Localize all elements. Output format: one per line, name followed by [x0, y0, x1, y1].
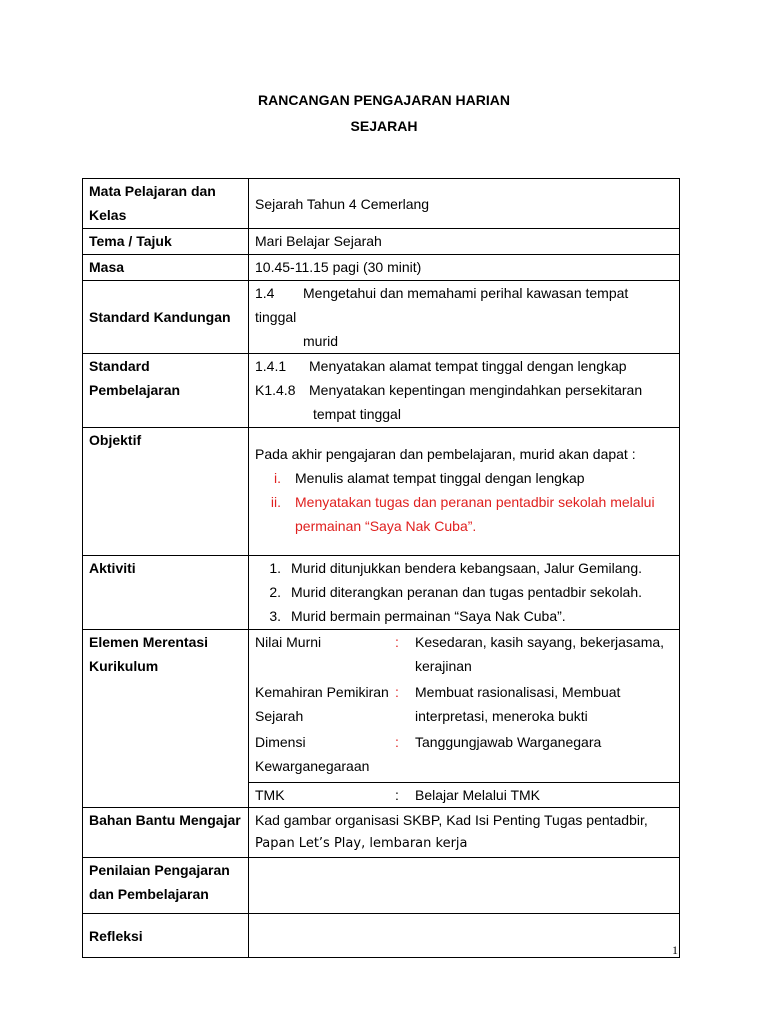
aktiviti-text-2: Murid diterangkan peranan dan tugas pentadbir sekolah. — [291, 584, 643, 600]
label-mata-pelajaran: Mata Pelajaran dan Kelas — [83, 179, 249, 229]
emk-item-2 — [255, 680, 673, 728]
bbm-line-2: Papan Let’s Play, lembaran kerja — [255, 836, 468, 851]
aktiviti-text-3: Murid bermain permainan “Saya Nak Cuba”. — [291, 608, 566, 624]
row-standard-kandungan — [83, 281, 680, 354]
emk-key-2: Kemahiran Pemikiran Sejarah — [255, 684, 389, 724]
aktiviti-item-3 — [255, 604, 673, 628]
value-aktiviti — [249, 556, 680, 630]
emk-sep-3: : — [395, 734, 399, 750]
bbm-line-1: Kad gambar organisasi SKBP, Kad Isi Penting Tugas pentadbir, — [255, 812, 648, 828]
label-masa: Masa — [83, 255, 249, 281]
aktiviti-item-1 — [255, 556, 673, 580]
objektif-item-2 — [255, 490, 673, 514]
sp-text-1: Menyatakan alamat tempat tinggal dengan lengkap — [309, 358, 627, 374]
sp-text-2-cont: tempat tinggal — [313, 406, 401, 422]
emk-value-2: Membuat rasionalisasi, Membuat interpretasi, meneroka bukti — [415, 684, 621, 724]
value-refleksi — [249, 914, 680, 958]
value-text: Sejarah Tahun 4 Cemerlang — [255, 195, 430, 212]
sk-text-cont: murid — [303, 333, 339, 349]
label-standard-kandungan: Standard Kandungan — [83, 281, 249, 354]
objektif-intro: Pada akhir pengajaran dan pembelajaran, murid akan dapat : — [255, 446, 636, 462]
aktiviti-text-1: Murid ditunjukkan bendera kebangsaan, Jalur Gemilang. — [291, 560, 642, 576]
label-objektif: Objektif — [83, 428, 249, 556]
objektif-num-2: ii. — [270, 494, 281, 510]
sp-text-2: Menyatakan kepentingan mengindahkan persekitaran — [309, 382, 643, 398]
row-refleksi — [83, 914, 680, 958]
aktiviti-num-1: 1. — [269, 560, 281, 576]
value-bbm — [249, 808, 680, 858]
document-title: RANCANGAN PENGAJARAN HARIAN — [257, 92, 510, 108]
row-emk — [83, 630, 680, 808]
lesson-plan-table — [82, 178, 680, 958]
value-tema: Mari Belajar Sejarah — [249, 229, 680, 255]
row-tema — [83, 229, 680, 255]
emk-sep-1: : — [395, 634, 399, 650]
aktiviti-num-3: 3. — [269, 608, 281, 624]
objektif-num-1: i. — [274, 470, 281, 486]
label-standard-pembelajaran: Standard Pembelajaran — [83, 354, 249, 428]
value-objektif — [249, 428, 680, 556]
emk-sep-2: : — [395, 684, 399, 700]
objektif-text-1: Menulis alamat tempat tinggal dengan lengkap — [295, 470, 585, 486]
sp-code-1: 1.4.1 — [255, 358, 287, 374]
label-bbm: Bahan Bantu Mengajar — [83, 808, 249, 858]
value-penilaian — [249, 858, 680, 914]
label-aktiviti: Aktiviti — [83, 556, 249, 630]
row-mata-pelajaran — [83, 179, 680, 229]
sk-text: Mengetahui dan memahami perihal kawasan tempat tinggal — [255, 285, 629, 325]
page-number: 1 — [672, 943, 678, 957]
emk-value-3: Tanggungjawab Warganegara — [415, 734, 602, 750]
emk-value-tmk: Belajar Melalui TMK — [415, 787, 541, 803]
row-bbm — [83, 808, 680, 858]
row-penilaian — [83, 858, 680, 914]
label-refleksi: Refleksi — [83, 914, 249, 958]
objektif-item-1 — [255, 466, 673, 490]
aktiviti-num-2: 2. — [269, 584, 281, 600]
document-subtitle: SEJARAH — [350, 118, 418, 134]
emk-item-1 — [255, 630, 673, 678]
row-standard-pembelajaran — [83, 354, 680, 428]
emk-item-tmk — [255, 783, 673, 807]
label-penilaian: Penilaian Pengajaran dan Pembelajaran — [83, 858, 249, 914]
emk-key-tmk: TMK — [255, 787, 285, 803]
row-aktiviti — [83, 556, 680, 630]
emk-sep-tmk: : — [395, 787, 399, 803]
value-masa: 10.45-11.15 pagi (30 minit) — [249, 255, 680, 281]
aktiviti-item-2 — [255, 580, 673, 604]
label-tema: Tema / Tajuk — [83, 229, 249, 255]
emk-item-3 — [255, 730, 673, 778]
emk-key-3: Dimensi Kewarganegaraan — [255, 734, 370, 774]
value-emk — [249, 630, 680, 808]
label-emk: Elemen Merentasi Kurikulum — [83, 630, 249, 808]
emk-value-1: Kesedaran, kasih sayang, bekerjasama, kerajinan — [415, 634, 665, 674]
row-objektif — [83, 428, 680, 556]
emk-key-1: Nilai Murni — [255, 634, 322, 650]
value-standard-kandungan — [249, 281, 680, 354]
value-standard-pembelajaran — [249, 354, 680, 428]
sp-code-2: K1.4.8 — [255, 382, 296, 398]
sk-code: 1.4 — [255, 285, 275, 301]
row-masa — [83, 255, 680, 281]
objektif-text-2: Menyatakan tugas dan peranan pentadbir sekolah melalui — [295, 494, 655, 510]
value-mata-pelajaran — [249, 179, 680, 229]
objektif-text-2-cont: permainan “Saya Nak Cuba”. — [295, 518, 477, 534]
